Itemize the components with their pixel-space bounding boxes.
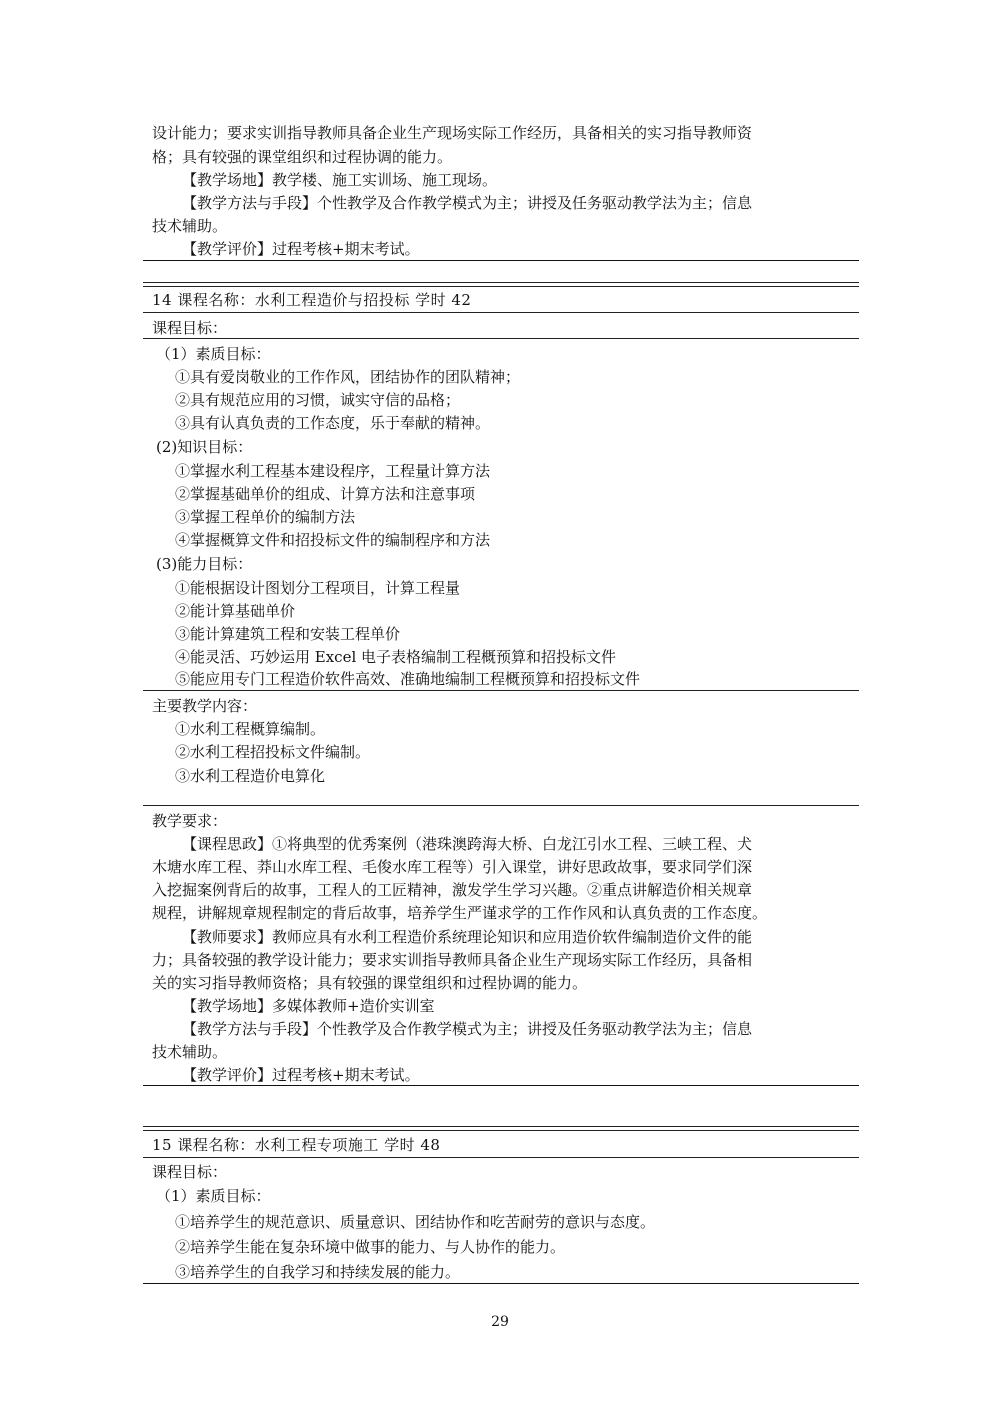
course-14-content-title: 主要教学内容： [152, 697, 258, 715]
paragraph-line: 【教学方法与手段】个性教学及合作教学模式为主；讲授及任务驱动教学法为主；信息 [182, 194, 753, 212]
table-rule [143, 338, 859, 339]
paragraph-line: 木塘水库工程、莽山水库工程、毛俊水库工程等）引入课堂，讲好思政故事，要求同学们深 [152, 858, 753, 876]
paragraph-line: 【课程思政】①将典型的优秀案例（港珠澳跨海大桥、白龙江引水工程、三峡工程、犬 [182, 835, 753, 853]
list-item: ②能计算基础单价 [175, 602, 296, 620]
table-double-rule [143, 1126, 859, 1131]
list-item: ①水利工程概算编制。 [175, 720, 326, 738]
list-item: ①具有爱岗敬业的工作作风，团结协作的团队精神； [175, 368, 521, 386]
paragraph-line: 【教学评价】过程考核+期末考试。 [182, 240, 420, 258]
course-14-goals-title: 课程目标： [152, 319, 228, 337]
paragraph-line: 技术辅助。 [152, 217, 228, 235]
paragraph-line: 力；具备较强的教学设计能力；要求实训指导教师具备企业生产现场实际工作经历，具备相 [152, 951, 753, 969]
table-rule [143, 1085, 859, 1086]
course-14-req-title: 教学要求： [152, 812, 228, 830]
course-14-ability-title: (3)能力目标： [156, 555, 253, 573]
list-item: ③具有认真负责的工作态度，乐于奉献的精神。 [175, 414, 491, 432]
list-item: ①掌握水利工程基本建设程序，工程量计算方法 [175, 462, 491, 480]
paragraph-line: 【教学场地】多媒体教师+造价实训室 [182, 997, 435, 1015]
paragraph-line: 设计能力；要求实训指导教师具备企业生产现场实际工作经历，具备相关的实习指导教师资 [152, 124, 753, 142]
list-item: ③掌握工程单价的编制方法 [175, 508, 356, 526]
paragraph-line: 关的实习指导教师资格；具有较强的课堂组织和过程协调的能力。 [152, 974, 588, 992]
table-rule [143, 260, 859, 261]
list-item: ④能灵活、巧妙运用 Excel 电子表格编制工程概预算和招投标文件 [175, 648, 617, 666]
paragraph-line: 入挖掘案例背后的故事，工程人的工匠精神，激发学生学习兴趣。②重点讲解造价相关规章 [152, 881, 753, 899]
course-15-header: 15 课程名称：水利工程专项施工 学时 48 [152, 1136, 441, 1154]
list-item: ③能计算建筑工程和安装工程单价 [175, 625, 401, 643]
list-item: ①培养学生的规范意识、质量意识、团结协作和吃苦耐劳的意识与态度。 [175, 1213, 656, 1231]
table-rule [143, 805, 859, 806]
list-item: ②掌握基础单价的组成、计算方法和注意事项 [175, 485, 476, 503]
list-item: ③培养学生的自我学习和持续发展的能力。 [175, 1263, 461, 1281]
paragraph-line: 【教学评价】过程考核+期末考试。 [182, 1066, 420, 1084]
table-rule [143, 690, 859, 691]
page-number: 29 [491, 1314, 509, 1330]
list-item: ⑤能应用专门工程造价软件高效、准确地编制工程概预算和招投标文件 [175, 670, 641, 688]
table-rule [143, 312, 859, 313]
table-rule [143, 1283, 859, 1284]
paragraph-line: 技术辅助。 [152, 1043, 228, 1061]
paragraph-line: 格；具有较强的课堂组织和过程协调的能力。 [152, 148, 453, 166]
list-item: ②具有规范应用的习惯，诚实守信的品格； [175, 391, 461, 409]
table-rule [143, 1157, 859, 1158]
list-item: ④掌握概算文件和招投标文件的编制程序和方法 [175, 531, 491, 549]
paragraph-line: 【教学场地】教学楼、施工实训场、施工现场。 [182, 171, 498, 189]
paragraph-line: 规程，讲解规章规程制定的背后故事，培养学生严谨求学的工作作风和认真负责的工作态度。 [152, 904, 768, 922]
table-double-rule [143, 282, 859, 287]
course-14-header: 14 课程名称：水利工程造价与招投标 学时 42 [152, 291, 472, 309]
course-15-goals-title: 课程目标： [152, 1163, 228, 1181]
course-14-knowledge-title: (2)知识目标： [156, 438, 253, 456]
course-15-quality-title: （1）素质目标： [156, 1187, 271, 1205]
paragraph-line: 【教师要求】教师应具有水利工程造价系统理论知识和应用造价软件编制造价文件的能 [182, 928, 753, 946]
paragraph-line: 【教学方法与手段】个性教学及合作教学模式为主；讲授及任务驱动教学法为主；信息 [182, 1020, 753, 1038]
list-item: ②培养学生能在复杂环境中做事的能力、与人协作的能力。 [175, 1238, 566, 1256]
list-item: ③水利工程造价电算化 [175, 767, 326, 785]
course-14-quality-title: （1）素质目标： [156, 345, 271, 363]
list-item: ②水利工程招投标文件编制。 [175, 743, 371, 761]
list-item: ①能根据设计图划分工程项目，计算工程量 [175, 579, 461, 597]
